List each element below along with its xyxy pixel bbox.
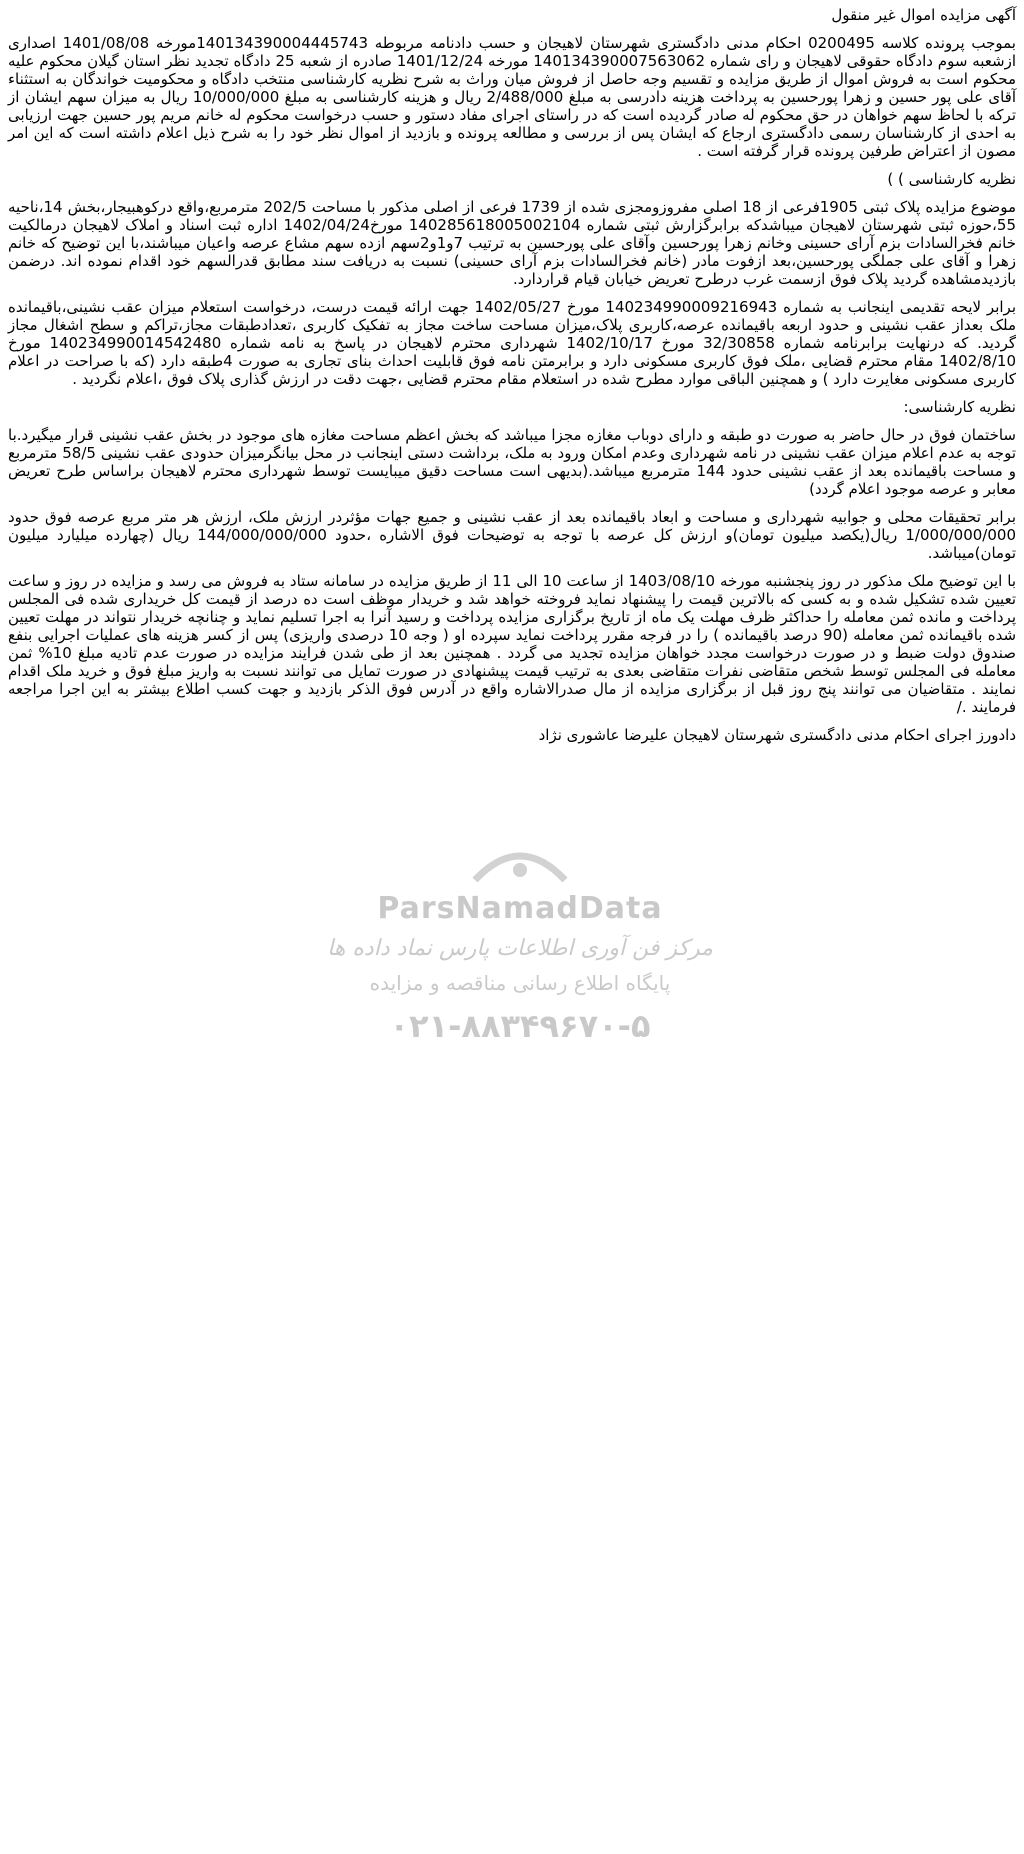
paragraph-auction-terms: با این توضیح ملک مذکور در روز پنجشنبه مورخه 1403/08/10 از ساعت 10 الی 11 از طریق مزایده در سامانه ستاد به فروش می رسد و مزایده در روز و ساعت تعیین شده تشکیل شده و به کسی که بالاترین قیمت را پیشنهاد نماید فروخته خواهد شد و خریدار موظف است ده درصد از قیمت کل خریداری شده فی المجلس پرداخت و مانده ثمن معامله را حداکثر ظرف مهلت یک ماه از تاریخ برگزاری مزایده پرداخت و رسید آنرا به اجرا تسلیم نماید و چنانچه خریدار نتواند در مهلت تعیین شده باقیمانده ثمن معامله (90 درصد باقیمانده ) را در فرجه مقرر پرداخت نماید سپرده او ( وجه 10 درصدی واریزی) پس از کسر هزینه های عملیات اجرایی بنفع صندوق دولت ضبط و در صورت درخواست مجدد خواهان مزایده تجدید می گردد . همچنین بعد از طی شدن فرایند مزایده در صورت عدم تادیه مبلغ 10% ثمن معامله فی المجلس توسط شخص متقاضی نفرات متقاضی بعدی به ترتیب قیمت پیشنهادی در صورت تمایل می توانند نسبت به واریز مبلغ فوق و خرید ملک اقدام نمایند . متقاضیان می توانند پنج روز قبل از برگزاری مزایده از مال صدرالاشاره واقع در آدرس فوق الذکر بازدید و جهت کسب اطلاع بیشتر به این اجرا مراجعه فرمایند ./: [8, 572, 1017, 716]
paragraph-property-description: موضوع مزایده پلاک ثبتی 1905فرعی از 18 اصلی مفروزومجزی شده از 1739 فرعی از اصلی مذکور با مساحت 202/5 مترمربع،واقع درکوهبیجار،بخش 14،ناحیه 55،حوزه ثبتی شهرستان لاهیجان میباشدکه برابرگزارش ثبتی شماره 140285618005002104 مورخ1402/04/24 اداره ثبت اسناد و املاک لاهیجان درمالکیت خانم فخرالسادات بزم آرای حسینی وخانم زهرا پورحسین وآقای علی پورحسین به ترتیب 7و1و2سهم ازده سهم مشاع عرصه واعیان میباشند،با این توضیح که خانم زهرا و آقای علی جملگی پورحسین،بعد ازفوت مادر (خانم فخرالسادات بزم آرای حسینی) نسبت به دریافت سند مطابق قدرالسهم خود اقدام نموده اند. درضمن بازدیدمشاهده گردید پلاک فوق ازسمت غرب درطرح تعریض خیابان قیام قراردارد.: [8, 198, 1016, 288]
notice-title: آگهی مزایده اموال غیر منقول: [831, 6, 1016, 24]
watermark-brand: ParsNamadData: [377, 891, 663, 926]
paragraph-building-status: ساختمان فوق در حال حاضر به صورت دو طبقه و دارای دوباب مغازه مجزا میباشد که بخش اعظم مساحت مغازه های موجود در بخش عقب نشینی قرار میگیرد.با توجه به عدم اعلام میزان عقب نشینی در نامه شهرداری وعدم امکان ورود به ملک، برداشت دستی اینجانب در محل بیانگرمیزان حدودی عقب نشینی 58/5 مترمربع و مساحت باقیمانده بعد از عقب نشینی حدود 144 مترمربع میباشد.(بدیهی است مساحت دقیق میبایست توسط شهرداری محترم لاهیجان براساس طرح تعریض معابر و عرصه موجود اعلام گردد): [8, 426, 1017, 498]
auction-notice: [8, 6, 1016, 754]
heading-expert-opinion: نظریه کارشناسی ) ): [887, 170, 1016, 188]
signature-line: دادورز اجرای احکام مدنی دادگستری شهرستان لاهیجان علیرضا عاشوری نژاد: [538, 726, 1016, 744]
paragraph-municipality-inquiry: برابر لایحه تقدیمی اینجانب به شماره 140234990009216943 مورخ 1402/05/27 جهت ارائه قیمت درست، درخواست استعلام میزان عقب نشینی،باقیمانده ملک بعداز عقب نشینی و حدود اربعه باقیمانده عرصه،کاربری پلاک،میزان مساحت ساخت مجاز به تفکیک کاربری ،تعدادطبقات مجاز،تراکم و سطح اشغال مجاز گردید. که درنهایت برابرنامه شماره 32/30858 مورخ 1402/10/17 شهرداری محترم لاهیجان در پاسخ به نامه شماره 140234990014542480 مورخ 1402/8/10 مقام محترم قضایی ،ملک فوق کاربری مسکونی دارد و برابرمتن نامه فوق قابلیت احداث بنای تجاری به صورت 4طبقه دارد (که با صراحت در اعلام کاربری مسکونی مغایرت دارد ) و همچنین الباقی موارد مطرح شده در استعلام مقام محترم قضایی ،جهت دقت در ارزش گذاری پلاک فوق ،اعلام نگردید .: [8, 298, 1016, 388]
watermark-line-1: مرکز فن آوری اطلاعات پارس نماد داده ها: [327, 936, 713, 961]
watermark: [320, 840, 720, 1110]
watermark-line-2: پایگاه اطلاع رسانی مناقصه و مزایده: [369, 971, 671, 995]
paragraph-case-details: بموجب پرونده کلاسه 0200495 احکام مدنی دادگستری شهرستان لاهیجان و حسب دادنامه مربوطه 140134390004445743مورخه 1401/08/08 اصداری ازشعبه سوم دادگاه حقوقی لاهیجان و رای شماره 140134390007563062 مورخه 1401/12/24 صادره از شعبه 25 دادگاه تجدید نظر استان گیلان محکوم علیه محکوم است به فروش اموال از طریق مزایده و تقسیم وجه حاصل از فروش میان وراث به شرح نظریه کارشناسی منتخب دادگاه و محکومیت خواندگان به استثناء آقای علی پور حسین و زهرا پورحسین به پرداخت هزینه دادرسی به مبلغ 2/488/000 ریال و هزینه کارشناسی به مبلغ 10/000/000 ریال به میزان سهم ایشان از ترکه با لحاظ سهم خواهان در حق محکوم له صادر گردیده است که در راستای اجرای مفاد دستور و حسب درخواست محکوم له خانم مریم پور حسین جهت ارزیابی به احدی از کارشناسان رسمی دادگستری ارجاع که ایشان پس از بررسی و مطالعه پرونده و بازدید از اموال نظر خود را به شرح ذیل اعلام داشته است که این امر مصون از اعتراض طرفین پرونده قرار گرفته است .: [8, 34, 1017, 160]
watermark-logo-icon: [465, 840, 575, 884]
watermark-phone: ۰۲۱-۸۸۳۴۹۶۷۰-۵: [389, 1007, 651, 1045]
heading-expert-opinion-2: نظریه کارشناسی:: [903, 398, 1016, 416]
paragraph-valuation: برابر تحقیقات محلی و جوابیه شهرداری و مساحت و ابعاد باقیمانده بعد از عقب نشینی و جمیع جهات مؤثردر ارزش ملک، ارزش هر متر مربع عرصه فوق حدود 1/000/000/000 ریال(یکصد میلیون تومان)و ارزش کل عرصه با توجه به توضیحات فوق الاشاره ،حدود 144/000/000/000 ریال (چهارده میلیارد میلیون تومان)میباشد.: [8, 508, 1016, 562]
